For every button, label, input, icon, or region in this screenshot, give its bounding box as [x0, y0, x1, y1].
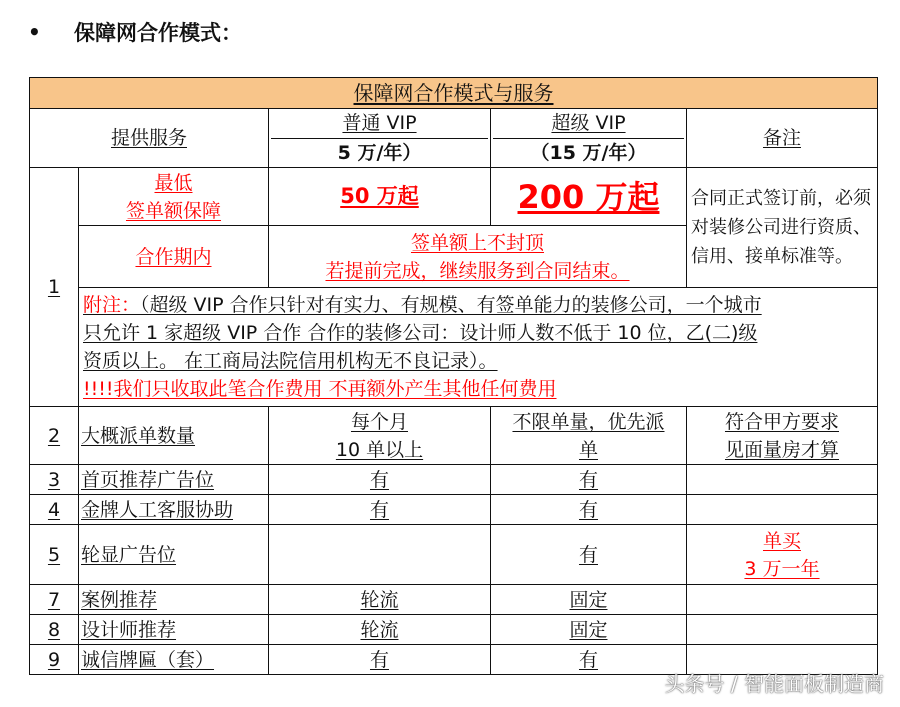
header-vip: 普通 VIP 5 万/年） [269, 109, 491, 168]
note-cell: 附注：（超级 VIP 合作只针对有实力、有规模、有签单能力的装修公司，一个城市 只允许 1 家超级 VIP 合作 合作的装修公司：设计师人数不低于 10 位，乙(二)级 资质以上。 在工商局法院信用机构无不良记录）。 !!!!我们只收取此笔合作费用 不再额外产生其他任何费用 [79, 288, 878, 407]
vip-min-amount: 50 万起 [269, 168, 491, 226]
heading-text: 保障网合作模式： [74, 21, 242, 45]
cooperation-table [29, 77, 878, 675]
note-warning: !!!!我们只收取此笔合作费用 不再额外产生其他任何费用 [83, 378, 557, 400]
row-1-remark: 合同正式签订前，必须对装修公司进行资质、信用、接单标准等。 [687, 168, 878, 288]
period-label: 合作期内 [79, 226, 269, 288]
table-header-row [30, 109, 878, 168]
header-remark: 备注 [687, 109, 878, 168]
svip-min-amount: 200 万起 [491, 168, 687, 226]
header-vip-price: 5 万/年） [271, 138, 488, 167]
header-service: 提供服务 [30, 109, 269, 168]
table-title-row [30, 78, 878, 109]
row-1-minimum [30, 168, 878, 226]
watermark: 头条号 / 智能面板制造商 [664, 672, 884, 696]
header-svip-price: （15 万/年） [493, 138, 684, 167]
header-svip: 超级 VIP （15 万/年） [491, 109, 687, 168]
table-row: 9 诚信牌匾（套） 有 有 [30, 645, 878, 675]
table-row: 8 设计师推荐 轮流 固定 [30, 615, 878, 645]
min-guarantee-label: 最低 签单额保障 [79, 168, 269, 226]
row-number: 1 [30, 168, 79, 407]
table-row: 2 大概派单数量 每个月 10 单以上 不限单量，优先派 单 符合甲方要求 见面量房才算 [30, 407, 878, 465]
table-title: 保障网合作模式与服务 [30, 78, 878, 109]
bullet: • [28, 20, 41, 44]
table-row: 5 轮显广告位 有 单买 3 万一年 [30, 525, 878, 585]
note-prefix: 附注： [83, 294, 141, 316]
period-description: 签单额上不封顶 若提前完成，继续服务到合同结束。 [269, 226, 687, 288]
row-1-note [30, 288, 878, 407]
table-row: 4 金牌人工客服协助 有 有 [30, 495, 878, 525]
table-row: 3 首页推荐广告位 有 有 [30, 465, 878, 495]
table-row: 7 案例推荐 轮流 固定 [30, 585, 878, 615]
section-heading [28, 14, 242, 50]
